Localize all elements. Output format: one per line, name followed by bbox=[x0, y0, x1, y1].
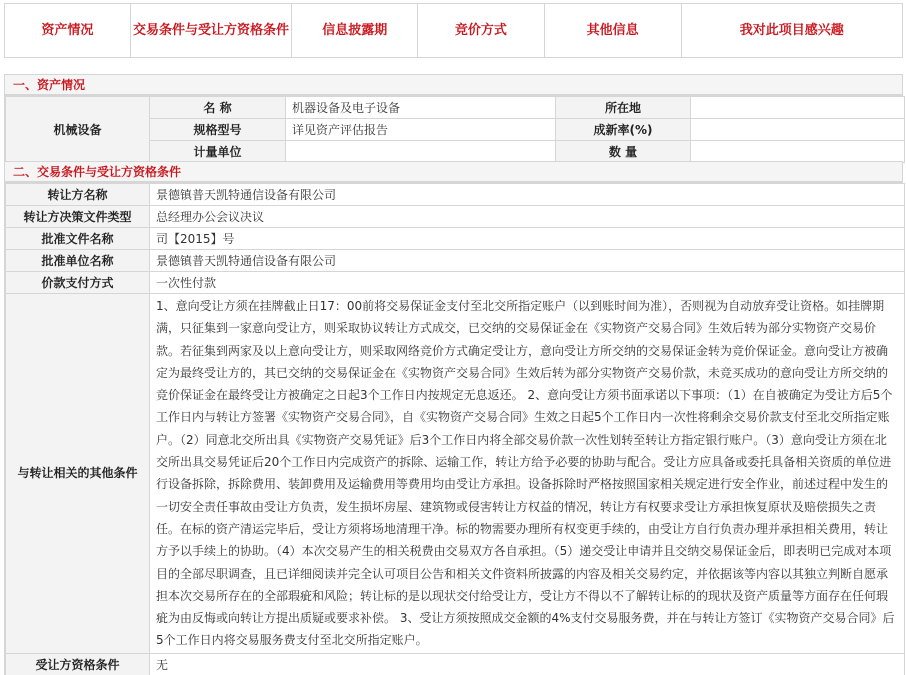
tab-other-info[interactable]: 其他信息 bbox=[545, 4, 682, 57]
label-approval-unit: 批准单位名称 bbox=[6, 250, 150, 272]
label-transferor: 转让方名称 bbox=[6, 184, 150, 206]
value-approval-unit: 景德镇普天凯特通信设备有限公司 bbox=[150, 250, 905, 272]
section-trade-heading: 二、交易条件与受让方资格条件 bbox=[4, 161, 903, 182]
value-location bbox=[691, 97, 905, 119]
value-decision-type: 总经理办公会议决议 bbox=[150, 206, 905, 228]
label-unit: 计量单位 bbox=[150, 141, 286, 163]
trade-table bbox=[4, 182, 903, 675]
asset-category: 机械设备 bbox=[6, 97, 150, 163]
value-spec: 详见资产评估报告 bbox=[286, 119, 556, 141]
value-payment-method: 一次性付款 bbox=[150, 272, 905, 294]
value-newness bbox=[691, 119, 905, 141]
tab-trade-conditions[interactable]: 交易条件与受让方资格条件 bbox=[131, 4, 293, 57]
value-quantity bbox=[691, 141, 905, 163]
value-transferor: 景德镇普天凯特通信设备有限公司 bbox=[150, 184, 905, 206]
value-approval-doc: 司【2015】号 bbox=[150, 228, 905, 250]
section-asset-heading: 一、资产情况 bbox=[4, 74, 903, 95]
value-qualification: 无 bbox=[150, 653, 905, 675]
label-newness: 成新率(%) bbox=[556, 119, 691, 141]
label-other-conditions: 与转让相关的其他条件 bbox=[6, 294, 150, 654]
tab-interested[interactable]: 我对此项目感兴趣 bbox=[682, 4, 903, 57]
label-spec: 规格型号 bbox=[150, 119, 286, 141]
label-approval-doc: 批准文件名称 bbox=[6, 228, 150, 250]
label-qualification: 受让方资格条件 bbox=[6, 653, 150, 675]
label-name: 名 称 bbox=[150, 97, 286, 119]
asset-table bbox=[4, 95, 903, 164]
tab-asset-info[interactable]: 资产情况 bbox=[5, 4, 131, 57]
label-decision-type: 转让方决策文件类型 bbox=[6, 206, 150, 228]
tab-disclosure-period[interactable]: 信息披露期 bbox=[292, 4, 418, 57]
value-other-conditions: 1、意向受让方须在挂牌截止日17：00前将交易保证金支付至北交所指定账户（以到账时间为准），否则视为自动放弃受让资格。如挂牌期满，只征集到一家意向受让方，则采取协议转让方式成交，已交纳的交易保证金在《实物资产交易合同》生效后转为部分实物资产交易价款。若征集到两家及以上意向受让方，则采取网络竞价方式确定受让方，意向受让方所交纳的交易保证金转为竞价保证金。意向受让方被确定为最终受让方的，其已交纳的交易保证金在《实物资产交易合同》生效后转为部分实物资产交易价款，未竞买成功的意向受让方所交纳的竞价保证金在最终受让方被确定之日起3个工作日内按规定无息返还。 2、意向受让方须书面承诺以下事项：（1）在自被确定为受让方后5个工作日内与转让方签署《实物资产交易合同》，自《实物资产交易合同》生效之日起5个工作日内一次性将剩余交易价款支付至北交所指定账户。（2）同意北交所出具《实物资产交易凭证》后3个工作日内将全部交易价款一次性划转至转让方指定银行账户。（3）意向受让方须在北交所出具交易凭证后20个工作日内完成资产的拆除、运输工作，转让方给予必要的协助与配合。受让方应具备或委托具备相关资质的单位进行设备拆除，拆除费用、装卸费用及运输费用等费用均由受让方承担。设备拆除时严格按照国家相关规定进行安全作业，前述过程中发生的一切安全责任事故由受让方负责，发生损坏房屋、建筑物或侵害转让方权益的情况，转让方有权要求受让方承担恢复原状及赔偿损失之责任。在标的资产清运完毕后，受让方须将场地清理干净。标的物需要办理所有权变更手续的，由受让方自行负责办理并承担相关费用，转让方予以手续上的协助。（4）本次交易产生的相关税费由交易双方各自承担。（5）递交受让申请并且交纳交易保证金后，即表明已完成对本项目的全部尽职调查，且已详细阅读并完全认可项目公告和相关文件资料所披露的内容及相关交易约定，并依据该等内容以其独立判断自愿承担本次交易所存在的全部瑕疵和风险；转让标的是以现状交付给受让方，受让方不得以不了解转让标的的现状及资产质量等方面存在任何瑕疵为由反悔或向转让方提出质疑或要求补偿。 3、受让方须按照成交金额的4%支付交易服务费，并在与转让方签订《实物资产交易合同》后5个工作日内将交易服务费支付至北交所指定账户。 bbox=[150, 294, 905, 654]
value-unit bbox=[286, 141, 556, 163]
tab-bidding-method[interactable]: 竞价方式 bbox=[418, 4, 545, 57]
label-location: 所在地 bbox=[556, 97, 691, 119]
tab-bar bbox=[4, 3, 903, 58]
label-payment-method: 价款支付方式 bbox=[6, 272, 150, 294]
label-quantity: 数 量 bbox=[556, 141, 691, 163]
value-name: 机器设备及电子设备 bbox=[286, 97, 556, 119]
